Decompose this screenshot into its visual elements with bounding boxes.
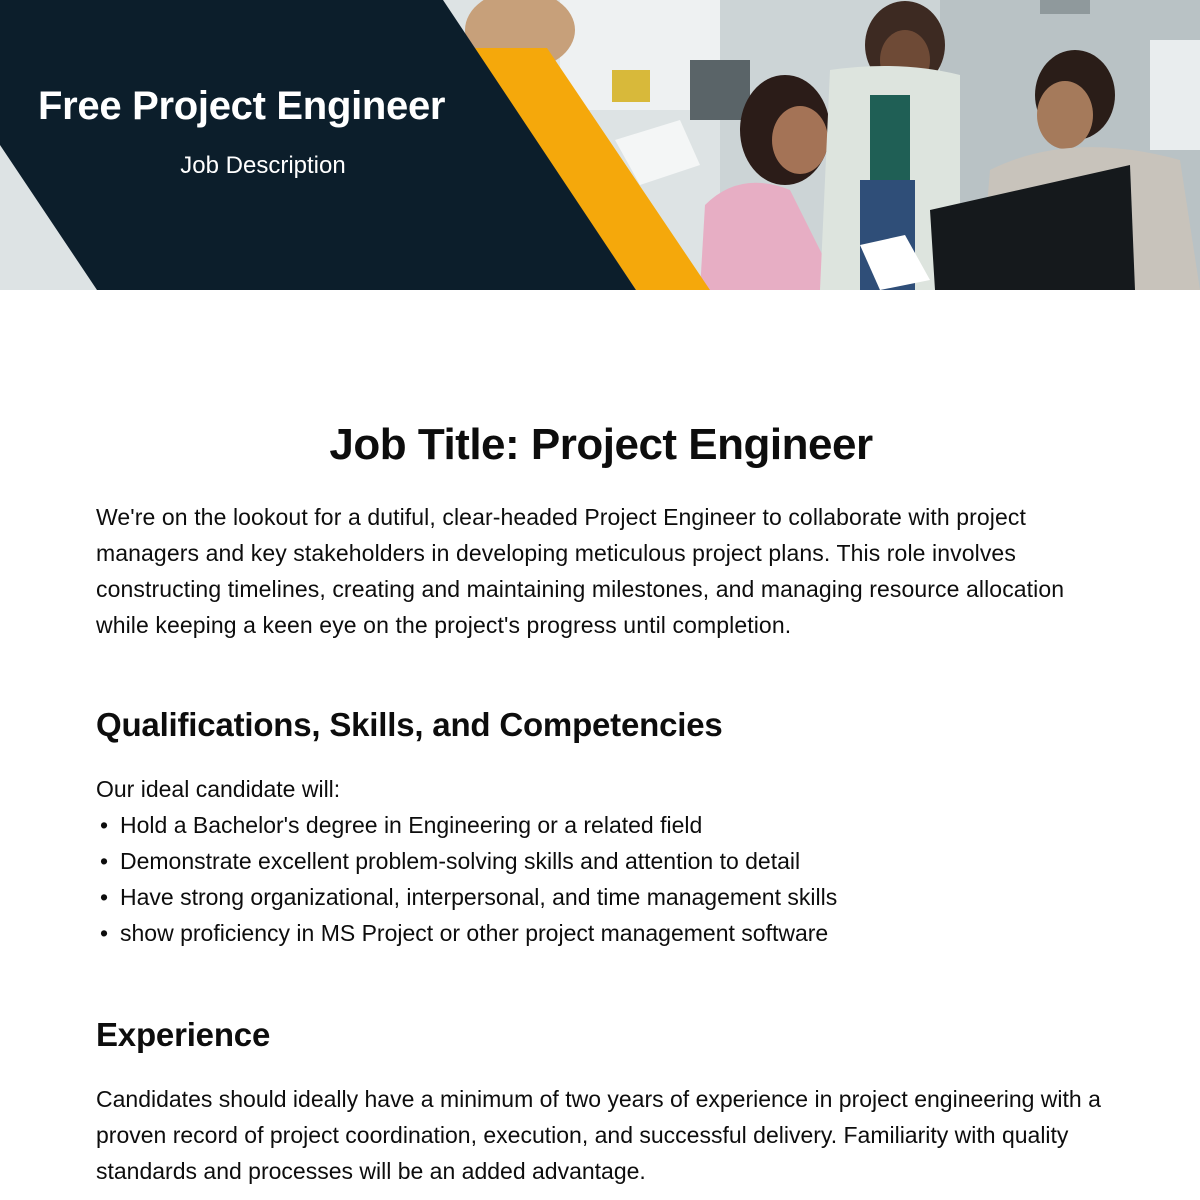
qualifications-heading: Qualifications, Skills, and Competencies	[96, 706, 723, 743]
job-title-heading: Job Title: Project Engineer	[329, 420, 873, 469]
qualifications-intro: Our ideal candidate will:	[96, 776, 341, 802]
banner-title: Free Project Engineer	[38, 84, 446, 128]
list-item: • Demonstrate excellent problem-solving skills and attention to detail	[96, 843, 1106, 879]
experience-paragraph: Candidates should ideally have a minimum of two years of experience in project engineering with a proven record of project coordination, execution, and successful delivery. Familiarity with quality standards and processes will be an added advantage.	[96, 1086, 1101, 1184]
list-item: • show proficiency in MS Project or other project management software	[96, 915, 1106, 951]
list-item: • Hold a Bachelor's degree in Engineering or a related field	[96, 807, 1106, 843]
main-content	[96, 415, 1106, 1189]
list-item: • Have strong organizational, interpersonal, and time management skills	[96, 879, 1106, 915]
intro-paragraph: We're on the lookout for a dutiful, clear-headed Project Engineer to collaborate with project managers and key stakeholders in developing meticulous project plans. This role involves constructing timelines, creating and maintaining milestones, and managing resource allocation while keeping a keen eye on the project's progress until completion.	[96, 504, 1065, 638]
experience-heading: Experience	[96, 1016, 271, 1053]
qualifications-list	[96, 807, 1106, 951]
office-team-photo	[0, 0, 1200, 290]
header-banner	[0, 0, 1200, 290]
banner-subtitle: Job Description	[180, 152, 346, 179]
